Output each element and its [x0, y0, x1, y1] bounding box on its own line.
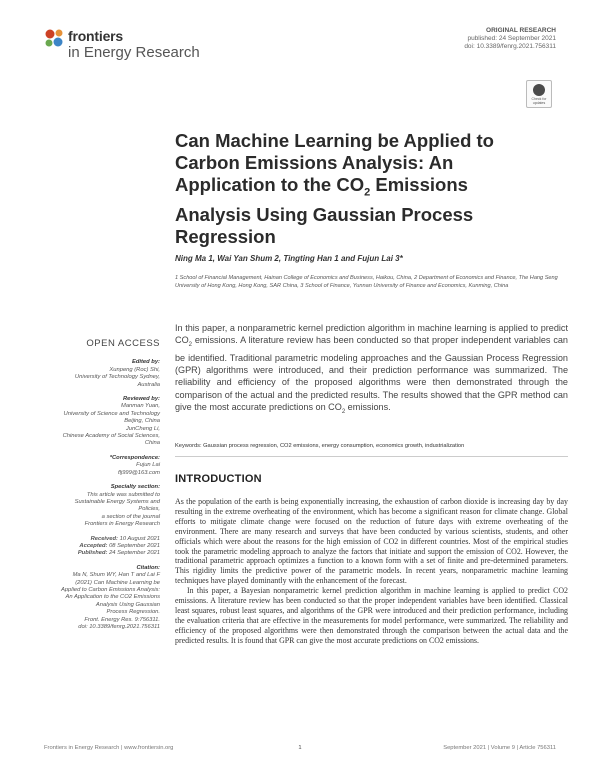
article-dates [30, 536, 160, 558]
introduction-body [175, 497, 568, 646]
editor-line: Xunpeng (Roc) Shi, [109, 366, 160, 373]
edited-by [30, 359, 160, 389]
published-date-sidebar: Published: 24 September 2021 [77, 550, 160, 557]
paragraph: As the population of the earth is being exponentially increasing, the exhaustion of carbon dioxide is increasing day by day resulting in the extreme overheating of the environment, which has become a significant reason for climate change. Global efforts to mitigate climate change were focused on the reduction of future days with extreme overheating of the environment. There are many research and surveys that have been conducted by various scientists, students, and other officials which were about the reasons for the high emission of CO2 in different countries. Most of the empirical studies took the parametric modeling approach to analyze the factors that initiate and support the emission of CO2. However, the traditional parametric approach optimizes a function to a known form with a set of finite and pre-determined parameters. This rigidity limits the predictive power of the parametric models. In recent years, nonparametric machine learning techniques have played dominantly with the enhancement of the forecast. [175, 497, 568, 586]
article-type: ORIGINAL RESEARCH [486, 27, 556, 34]
divider [175, 456, 568, 457]
abstract: In this paper, a nonparametric kernel prediction algorithm in machine learning is applied to predict $CO_2$ emissions. A literature review has been conducted so that proper independent variables can be identified. Traditional parametric modeling approaches and the Gaussian Process Regression (GPR) algorithms were introduced, and their prediction performance was summarized. The reliability and efficiency of the proposed algorithms were then demonstrated through the comparison of the actual and the predicted results. The results showed that the GPR method can give the most accurate predictions on $CO_2$ emissions. [175, 323, 568, 416]
title-line: Carbon Emissions Analysis: An [175, 152, 454, 173]
citation-line: An Application to the CO2 Emissions [65, 594, 160, 601]
reviewed-by-label: Reviewed by: [122, 396, 160, 403]
correspondence-label: *Correspondence: [109, 454, 160, 461]
published-date: published: 24 September 2021 [467, 35, 556, 42]
citation-line: Analysis Using Gaussian [95, 601, 160, 608]
reviewer-line: University of Science and Technology [63, 410, 160, 417]
editor-line: Australia [137, 381, 160, 388]
affiliations: 1 School of Financial Management, Hainan College of Economics and Business, Haikou, China, 2 Department of Economics and Finance, The Hang Seng University of Hong Kong, Hong Kong, SAR China, 3 School of Finance, Yunnan University of Finance and Economics, Kunming, China [175, 275, 558, 289]
title-line: Regression [175, 225, 276, 247]
paper-title [175, 130, 565, 248]
citation-line: Front. Energy Res. 9:756311. [84, 616, 160, 623]
editor-line: University of Technology Sydney, [74, 374, 160, 381]
reviewer-line: Chinese Academy of Social Sciences, [62, 433, 160, 440]
title-line: Analysis Using Gaussian Process [175, 203, 474, 225]
page-footer [44, 745, 556, 755]
correspondence [30, 455, 160, 477]
keywords: Keywords: Gaussian process regression, CO2 emissions, energy consumption, economics growth, industrialization [175, 443, 465, 449]
footer-issue: September 2021 | Volume 9 | Article 756311 [443, 745, 556, 751]
specialty-line: This article was submitted to [86, 491, 160, 498]
reviewer-line: JunCheng Li, [125, 425, 160, 432]
specialty-line: Frontiers in Energy Research [84, 521, 160, 528]
edited-by-label: Edited by: [131, 359, 160, 366]
reviewed-by [30, 396, 160, 448]
section-heading: INTRODUCTION [175, 473, 262, 485]
title-line: Application to the $CO_2$ Emissions [175, 174, 468, 199]
citation-line: Applied to Carbon Emissions Analysis: [60, 586, 160, 593]
title-line: Can Machine Learning be Applied to [175, 130, 494, 151]
citation-line: Ma N, Shum WY, Han T and Lai F [72, 572, 160, 579]
check-for-updates-badge[interactable] [526, 80, 552, 108]
reviewer-line: Beijing, China [124, 418, 160, 425]
specialty-label: Specialty section: [110, 484, 160, 491]
reviewer-line: China [144, 440, 160, 447]
correspondence-name: Fujun Lai [136, 462, 160, 469]
citation [30, 565, 160, 632]
article-sidebar [30, 340, 160, 638]
crossmark-label: Check for updates [531, 97, 547, 105]
citation-line: (2021) Can Machine Learning be [75, 579, 160, 586]
crossmark-icon [533, 84, 545, 96]
frontiers-logo-icon [44, 28, 66, 50]
journal-logo-line2: in Energy Research [68, 44, 200, 61]
article-meta [464, 27, 556, 51]
open-access-label: OPEN ACCESS [86, 338, 160, 349]
accepted-date: Accepted: 08 September 2021 [79, 542, 160, 549]
paragraph: In this paper, a Bayesian nonparametric kernel prediction algorithm in machine learning is applied to predict CO2 emissions. A literature review has been conducted so that the proper independent variables have been identified. Classical least squares, robust least squares, and algorithms of the GPR were introduced and their prediction performance, including the evaluation criteria that are effective in the measurements for model performance, were summarized. The reliability and efficiency of the proposed algorithms were then demonstrated through the comparison between the actual data and the predicted results. It is found that GPR can give the most accurate predictions on CO2 emissions. [175, 586, 568, 645]
page-number: 1 [298, 745, 302, 751]
specialty-section [30, 484, 160, 528]
specialty-line: a section of the journal [101, 513, 160, 520]
footer-journal[interactable]: Frontiers in Energy Research | www.frontiersin.org [44, 745, 174, 751]
correspondence-email[interactable]: flj999@163.com [118, 469, 160, 476]
citation-doi[interactable]: doi: 10.3389/fenrg.2021.756311 [78, 624, 160, 630]
article-doi[interactable]: doi: 10.3389/fenrg.2021.756311 [464, 43, 556, 50]
author-list: Ning Ma 1, Wai Yan Shum 2, Tingting Han 1 and Fujun Lai 3* [175, 254, 403, 263]
reviewer-line: Manman Yuan, [121, 403, 160, 410]
specialty-line: Sustainable Energy Systems and [74, 498, 160, 505]
received-date: Received: 10 August 2021 [90, 535, 160, 542]
citation-label: Citation: [136, 564, 160, 571]
specialty-line: Policies, [138, 506, 160, 513]
citation-line: Process Regression. [106, 609, 160, 616]
journal-logo-line1: frontiers [68, 28, 123, 44]
